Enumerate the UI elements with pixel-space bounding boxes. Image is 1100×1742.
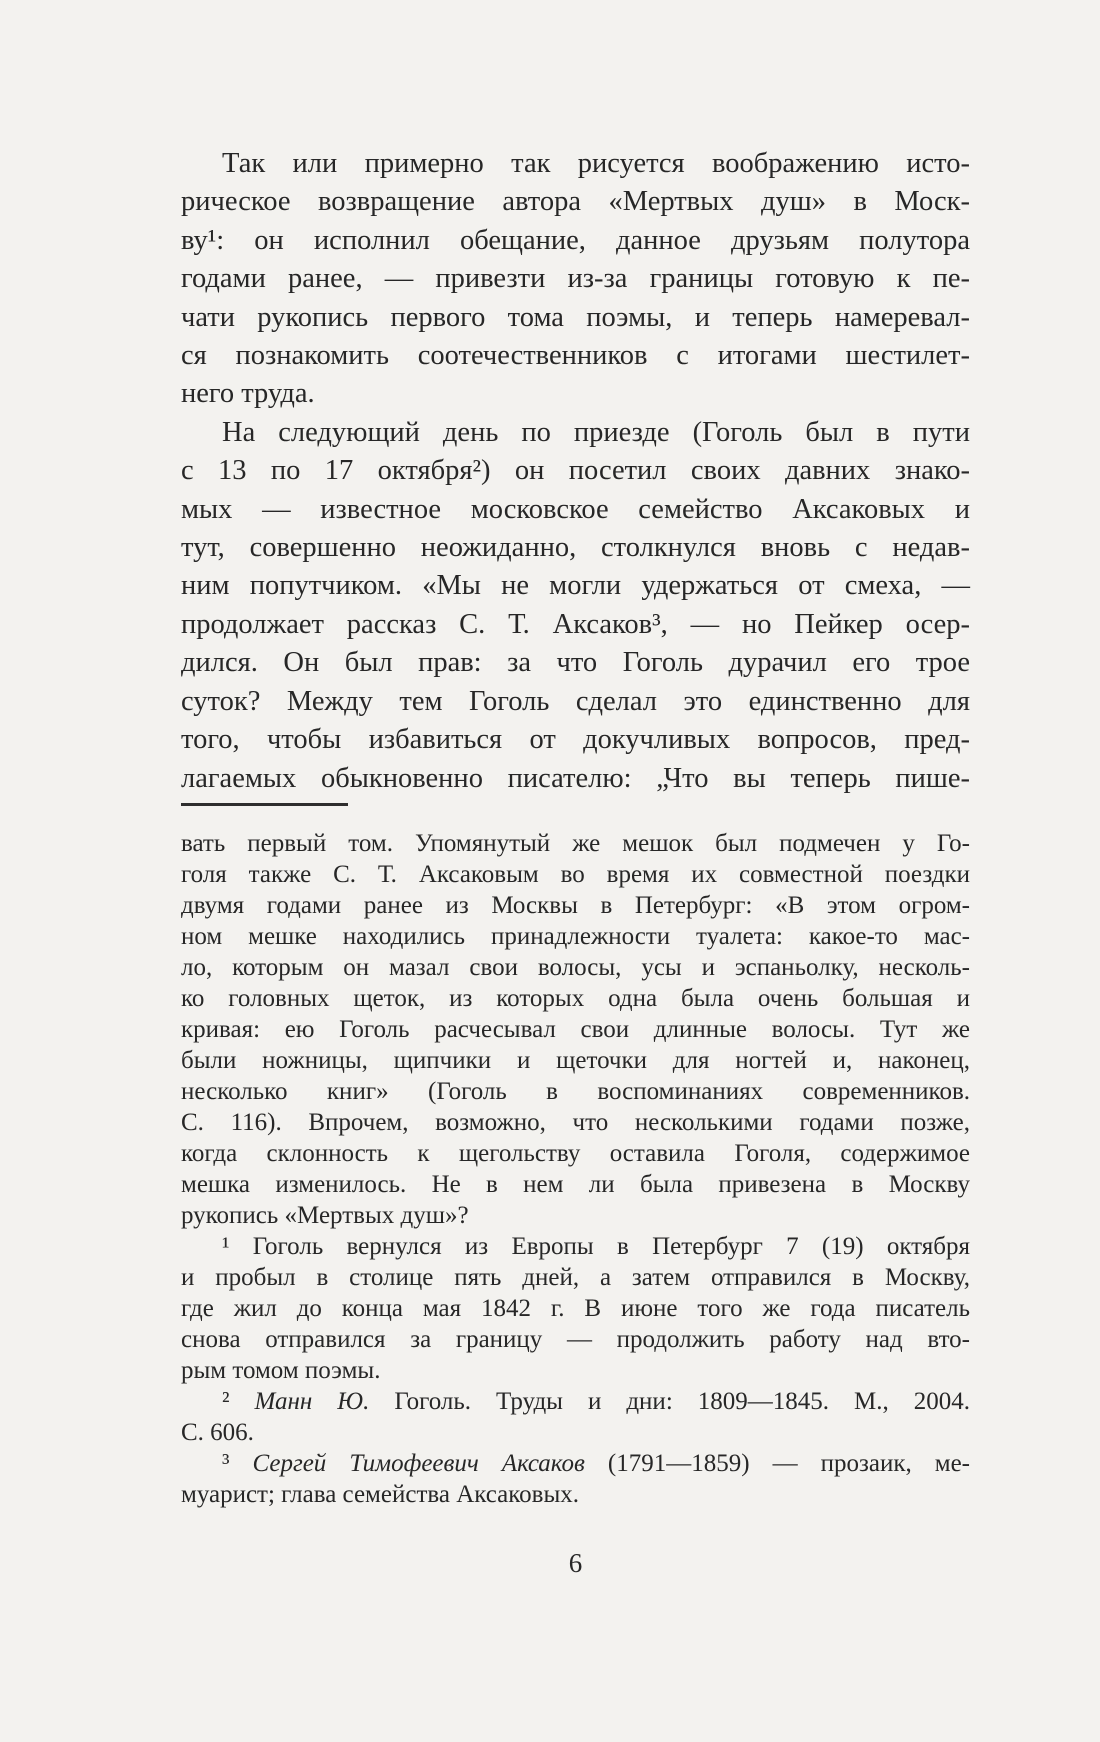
text-segment: Гоголь. Труды и дни: 1809—1845. М., 2004.	[369, 1388, 970, 1415]
text-line: мых — известное московское семейство Аксаковых и	[181, 493, 970, 525]
text-line: голя также С. Т. Аксаковым во время их совместной поездки	[181, 861, 970, 888]
text-line: мешка изменилось. Не в нем ли была привезена в Москву	[181, 1171, 970, 1198]
text-line	[181, 1386, 970, 1417]
text-segment: ³	[222, 1450, 253, 1477]
text-line: годами ранее, — привезти из-за границы готовую к пе-	[181, 263, 970, 295]
text-line: муарист; глава семейства Аксаковых.	[181, 1481, 579, 1508]
text-line: и пробыл в столице пять дней, а затем отправился в Москву,	[181, 1264, 970, 1291]
text-line: ко головных щеток, из которых одна была очень большая и	[181, 985, 970, 1012]
text-line: ним попутчиком. «Мы не могли удержаться от смеха, —	[181, 570, 970, 602]
text-line: с 13 по 17 октября²) он посетил своих давних знако-	[181, 455, 970, 487]
text-line: ло, которым он мазал свои волосы, усы и эспаньолку, несколь-	[181, 954, 970, 981]
text-line: где жил до конца мая 1842 г. В июне того же года писатель	[181, 1295, 970, 1322]
text-line: чати рукопись первого тома поэмы, и теперь намеревал-	[181, 301, 970, 333]
text-line: ся познакомить соотечественников с итогами шестилет-	[181, 340, 970, 372]
text-line: были ножницы, щипчики и щеточки для ногтей и, наконец,	[181, 1047, 970, 1074]
text-segment: (1791—1859) — прозаик, ме-	[584, 1450, 970, 1477]
text-segment: ²	[222, 1388, 255, 1415]
text-line: рым томом поэмы.	[181, 1357, 381, 1384]
page-number: 6	[568, 1548, 583, 1578]
footnotes-block	[181, 828, 970, 1510]
text-line: ¹ Гоголь вернулся из Европы в Петербург 7 (19) октября	[222, 1233, 970, 1260]
text-line: тут, совершенно неожиданно, столкнулся вновь с недав-	[181, 532, 970, 564]
text-line: вать первый том. Упомянутый же мешок был подмечен у Го-	[181, 830, 970, 857]
text-line: Так или примерно так рисуется воображению исто-	[222, 148, 970, 179]
italic-text-segment: Сергей Тимофеевич Аксаков	[252, 1450, 585, 1477]
text-line: когда склонность к щегольству оставила Гоголя, содержимое	[181, 1140, 970, 1167]
text-line: лагаемых обыкновенно писателю: „Что вы теперь пише-	[181, 762, 970, 794]
text-line: кривая: ею Гоголь расчесывал свои длинные волосы. Тут же	[181, 1016, 970, 1043]
text-line: продолжает рассказ С. Т. Аксаков³, — но Пейкер осер-	[181, 608, 970, 640]
main-text-block	[181, 145, 970, 798]
text-line: На следующий день по приезде (Гоголь был в пути	[222, 416, 970, 448]
text-line: рическое возвращение автора «Мертвых душ» в Моск-	[181, 186, 970, 218]
text-line: дился. Он был прав: за что Гоголь дурачил его трое	[181, 647, 970, 679]
text-line: снова отправился за границу — продолжить работу над вто-	[181, 1326, 970, 1353]
text-line: С. 116). Впрочем, возможно, что несколькими годами позже,	[181, 1109, 970, 1136]
text-line	[181, 1448, 970, 1479]
text-line: суток? Между тем Гоголь сделал это единственно для	[181, 685, 970, 717]
text-line: ву¹: он исполнил обещание, данное друзьям полутора	[181, 224, 970, 256]
text-line: того, чтобы избавиться от докучливых вопросов, пред-	[181, 724, 970, 756]
footnote-separator	[181, 803, 348, 806]
text-line: рукопись «Мертвых душ»?	[181, 1202, 469, 1229]
text-line: двумя годами ранее из Москвы в Петербург: «В этом огром-	[181, 892, 970, 919]
italic-text-segment: Манн Ю.	[254, 1388, 370, 1415]
text-line: него труда.	[181, 378, 315, 410]
text-line: несколько книг» (Гоголь в воспоминаниях современников.	[181, 1078, 970, 1105]
text-line: С. 606.	[181, 1419, 254, 1446]
text-line: ном мешке находились принадлежности туалета: какое-то мас-	[181, 923, 970, 950]
